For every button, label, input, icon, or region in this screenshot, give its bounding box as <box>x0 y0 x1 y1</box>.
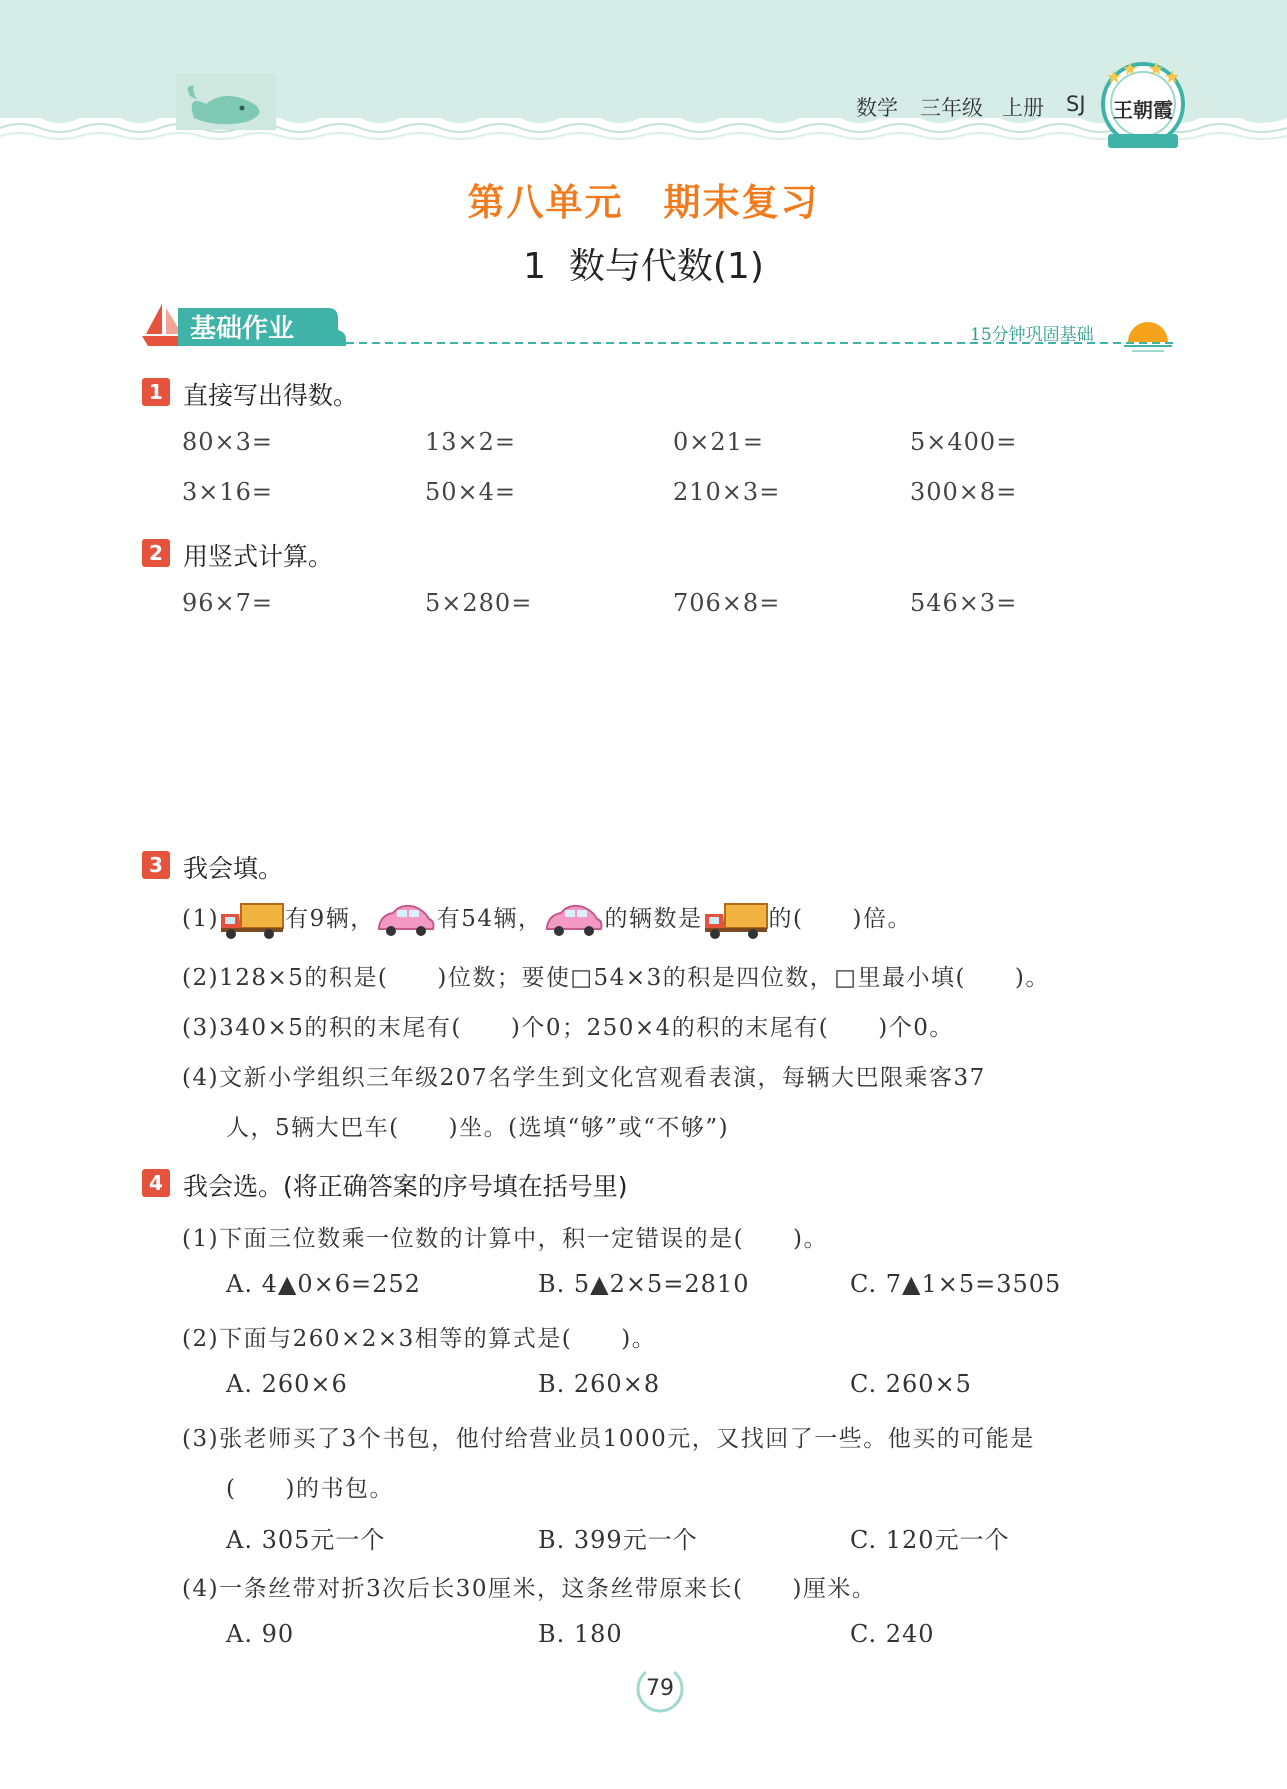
q4-p2-option-c: C. 260×5 <box>850 1370 972 1398</box>
header-subject: 数学 <box>856 96 898 120</box>
header-grade: 三年级 <box>920 96 983 120</box>
q4-p1-question: (1)下面三位数乘一位数的计算中，积一定错误的是( )。 <box>182 1226 829 1252</box>
q1-item: 50×4= <box>425 478 517 506</box>
truck-icon <box>703 900 769 940</box>
q3-l1-num: (1) <box>182 906 220 932</box>
q3-l1-text-d: 的辆数是 <box>604 906 703 932</box>
sunset-icon <box>1122 312 1174 356</box>
q1-item: 5×400= <box>910 428 1018 456</box>
q2-title: 用竖式计算。 <box>183 542 334 571</box>
q3-line-3: (3)340×5的积的末尾有( )个0；250×4的积的末尾有( )个0。 <box>182 1015 954 1041</box>
q3-line-2: (2)128×5的积是( )位数；要使□54×3的积是四位数，□里最小填( )。 <box>182 965 1050 991</box>
q4-title: 我会选。(将正确答案的序号填在括号里) <box>183 1172 628 1201</box>
q1-title: 直接写出得数。 <box>183 381 359 410</box>
car-icon <box>375 901 437 939</box>
q3-title: 我会填。 <box>183 854 284 883</box>
car-icon <box>543 901 605 939</box>
q4-p4-question: (4)一条丝带对折3次后长30厘米，这条丝带原来长( )厘米。 <box>182 1576 877 1602</box>
lesson-title: 1 数与代数(1) <box>523 246 764 287</box>
q3-l1-text-e: 的( )倍。 <box>768 906 912 932</box>
q4-number: 4 <box>142 1169 170 1197</box>
q4-p4-option-a: A. 90 <box>226 1620 295 1648</box>
q4-p4-option-c: C. 240 <box>850 1620 935 1648</box>
q2-item: 546×3= <box>910 589 1018 617</box>
badge-logo-icon <box>1100 58 1186 154</box>
q4-p3-option-c: C. 120元一个 <box>850 1526 1010 1554</box>
q4-p3-option-a: A. 305元一个 <box>226 1526 386 1554</box>
q4-p3-option-b: B. 399元一个 <box>538 1526 698 1554</box>
q1-item: 210×3= <box>673 478 781 506</box>
truck-icon <box>219 900 285 940</box>
q3-line-4b: 人，5辆大巴车( )坐。(选填“够”或“不够”) <box>226 1115 730 1141</box>
q4-p2-option-b: B. 260×8 <box>538 1370 661 1398</box>
q3-line-1 <box>182 900 912 940</box>
unit-title-part2: 期末复习 <box>663 181 820 224</box>
q4-p2-option-a: A. 260×6 <box>226 1370 348 1398</box>
q3-l1-text-b: 有9辆， <box>285 906 375 932</box>
q2-item: 706×8= <box>673 589 781 617</box>
unit-title <box>0 172 1287 226</box>
section-banner-label: 基础作业 <box>190 314 295 344</box>
q1-item: 3×16= <box>182 478 274 506</box>
q4-p1-option-a: A. 4▲0×6=252 <box>226 1270 421 1298</box>
badge-logo-text: 王朝霞 <box>1113 98 1173 122</box>
q1-item: 13×2= <box>425 428 517 456</box>
q3-l1-text-c: 有54辆， <box>436 906 543 932</box>
section-note: 15分钟巩固基础 <box>970 325 1094 345</box>
q1-item: 300×8= <box>910 478 1018 506</box>
q2-number: 2 <box>142 539 170 567</box>
q4-p3-question: (3)张老师买了3个书包，他付给营业员1000元，又找回了一些。他买的可能是 <box>182 1426 1035 1452</box>
q4-p2-question: (2)下面与260×2×3相等的算式是( )。 <box>182 1326 657 1352</box>
q4-p1-option-b: B. 5▲2×5=2810 <box>538 1270 750 1298</box>
q4-p1-option-c: C. 7▲1×5=3505 <box>850 1270 1062 1298</box>
header-volume: 上册 <box>1002 96 1044 120</box>
q3-line-4a: (4)文新小学组织三年级207名学生到文化宫观看表演，每辆大巴限乘客37 <box>182 1065 986 1091</box>
q4-p4-option-b: B. 180 <box>538 1620 623 1648</box>
header-edition: SJ <box>1066 92 1086 116</box>
q1-number: 1 <box>142 378 170 406</box>
q1-item: 0×21= <box>673 428 765 456</box>
q1-item: 80×3= <box>182 428 274 456</box>
whale-icon <box>176 74 276 130</box>
q2-item: 5×280= <box>425 589 533 617</box>
q4-p3-question-cont: ( )的书包。 <box>226 1476 394 1502</box>
page-number: 79 <box>646 1676 674 1701</box>
q2-item: 96×7= <box>182 589 274 617</box>
unit-title-part1: 第八单元 <box>467 181 624 224</box>
q3-number: 3 <box>142 851 170 879</box>
